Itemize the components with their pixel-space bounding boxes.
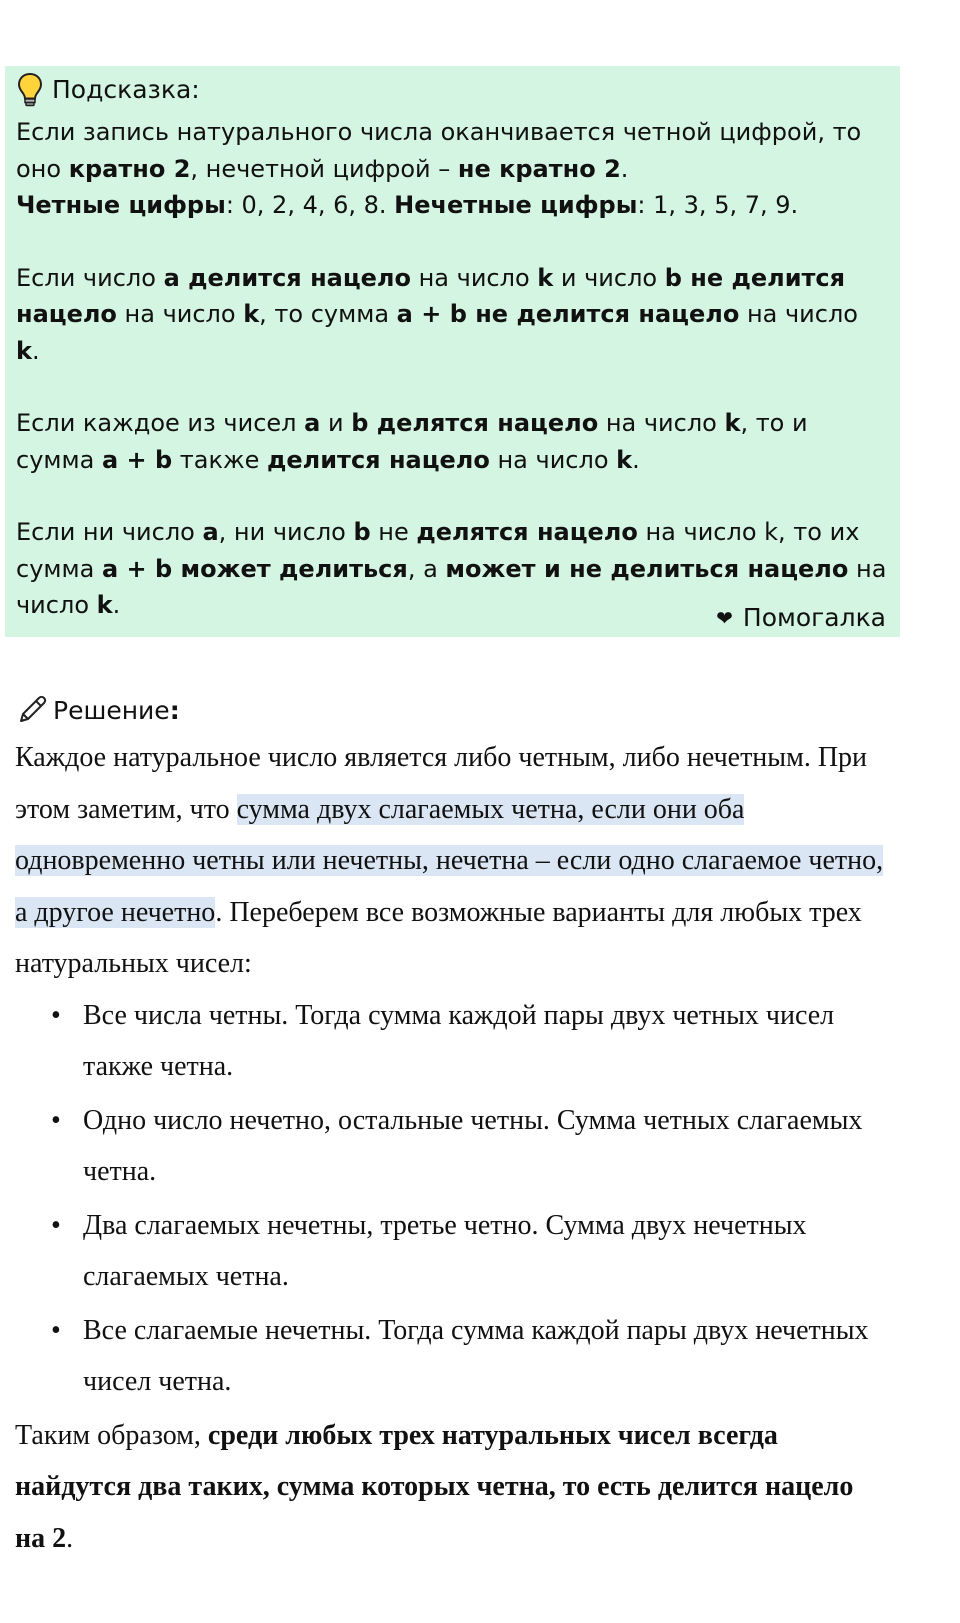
cases-list (15, 990, 885, 1408)
list-item: • Одно число нечетно, остальные четны. Сумма четных слагаемых четна. (15, 1095, 885, 1198)
solution-intro: Каждое натуральное число является либо четным, либо нечетным. При этом заметим, что сумма двух слагаемых четна, если они оба одновременно четны или нечетны, нечетна – если одно слагаемое четно, а другое нечетно. Переберем все возможные варианты для любых трех натуральных чисел: (15, 742, 884, 979)
solution-section (15, 688, 885, 1564)
solution-title-colon: : (169, 695, 180, 725)
solution-header (15, 688, 885, 732)
hint-header (16, 70, 888, 110)
bullet-icon: • (51, 1209, 61, 1241)
pencil-icon (15, 693, 49, 727)
bullet-icon: • (51, 1104, 61, 1136)
hint-paragraph-parity: Если запись натурального числа оканчивается четной цифрой, то оно кратно 2, нечетной цифрой – не кратно 2. (16, 118, 862, 183)
solution-conclusion: Таким образом, среди любых трех натуральных чисел всегда найдутся два таких, сумма которых четна, то есть делится нацело на 2. (15, 1419, 854, 1554)
bullet-icon: • (51, 1314, 61, 1346)
list-item: • Два слагаемых нечетны, третье четно. Сумма двух нечетных слагаемых четна. (15, 1200, 885, 1303)
highlighted-text: сумма двух слагаемых четна, если они оба одновременно четны или нечетны, нечетна – если одно слагаемое четно, а другое нечетно (15, 793, 884, 928)
solution-title: Решение (53, 695, 170, 725)
hint-paragraph-digits: Четные цифры: 0, 2, 4, 6, 8. Нечетные цифры: 1, 3, 5, 7, 9. (16, 191, 799, 219)
hint-box (5, 66, 900, 637)
lightbulb-icon (16, 72, 44, 108)
hint-footer-label: Помогалка (742, 603, 886, 632)
hint-paragraph-rule-3: Если ни число a, ни число b не делятся нацело на число k, то их сумма a + b может делиться, а может и не делиться нацело на число k. (16, 518, 887, 619)
solution-body (15, 732, 885, 1564)
hint-footer[interactable] (716, 601, 886, 635)
heart-icon: ❤ (716, 606, 733, 630)
list-item: • Все числа четны. Тогда сумма каждой пары двух четных чисел также четна. (15, 990, 885, 1093)
list-item: • Все слагаемые нечетны. Тогда сумма каждой пары двух нечетных чисел четна. (15, 1305, 885, 1408)
bullet-icon: • (51, 999, 61, 1031)
hint-paragraph-rule-2: Если каждое из чисел a и b делятся нацело на число k, то и сумма a + b также делится нацело на число k. (16, 409, 808, 474)
hint-title: Подсказка: (52, 74, 200, 104)
hint-paragraph-rule-1: Если число a делится нацело на число k и число b не делится нацело на число k, то сумма a + b не делится нацело на число k. (16, 263, 858, 365)
